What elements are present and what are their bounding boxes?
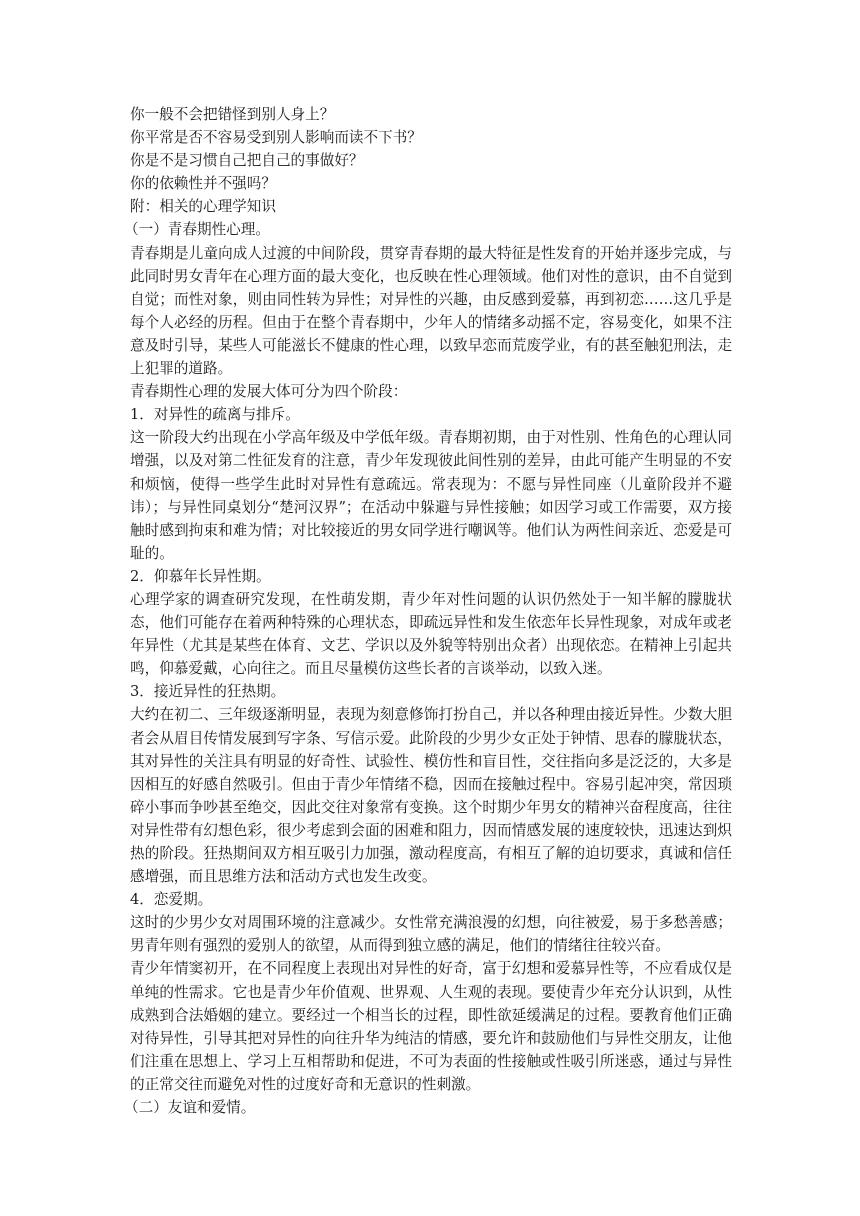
section-1-intro: 青春期是儿童向成人过渡的中间阶段，贯穿青春期的最大特征是性发育的开始并逐步完成，与此同时男女青年在心理方面的最大变化，也反映在性心理领域。他们对性的意识，由不自觉到自觉；而性对象，则由同性转为异性；对异性的兴趣，由反感到爱慕，再到初恋……这几乎是每个人必经的历程。但由于在整个青春期中，少年人的情绪多动摇不定，容易变化，如果不注意及时引导，某些人可能滋长不健康的性心理，以致早恋而荒废学业，有的甚至触犯刑法，走上犯罪的道路。: [130, 244, 732, 378]
stage-3-body: 大约在初二、三年级逐渐明显，表现为刻意修饰打扮自己，并以各种理由接近异性。少数大胆者会从眉目传情发展到写字条、写信示爱。此阶段的少男少女正处于钟情、思春的朦胧状态，其对异性的关注具有明显的好奇性、试验性、模仿性和盲目性，交往指向多是泛泛的，大多是因相互的好感自然吸引。但由于青少年情绪不稳，因而在接触过程中。容易引起冲突，常因琐碎小事而争吵甚至绝交，因此交往对象常有变换。这个时期少年男女的精神兴奋程度高，往往对异性带有幻想色彩，很少考虑到会面的困难和阻力，因而情感发展的速度较快，迅速达到炽热的阶段。狂热期间双方相互吸引力加强，激动程度高，有相互了解的迫切要求，真诚和信任感增强，而且思维方法和活动方式也发生改变。: [130, 706, 732, 886]
stage-2-body: 心理学家的调查研究发现，在性萌发期，青少年对性问题的认识仍然处于一知半解的朦胧状态，他们可能存在着两种特殊的心理状态，即疏远异性和发生依恋年长异性现象，对成年或老年异性（尤其是某些在体育、文艺、学识以及外貌等特别出众者）出现依恋。在精神上引起共鸣，仰慕爱戴，心向往之。而且尽量模仿这些长者的言谈举动，以致入迷。: [130, 590, 732, 678]
stages-intro: 青春期性心理的发展大体可分为四个阶段：: [130, 383, 408, 401]
question-2: 你平常是否不容易受到别人影响而读不下书？: [130, 129, 422, 147]
question-3: 你是不是习惯自己把自己的事做好？: [130, 152, 364, 170]
section-1-heading: （一）青春期性心理。: [124, 221, 270, 239]
stage-1-body: 这一阶段大约出现在小学高年级及中学低年级。青春期初期，由于对性别、性角色的心理认同增强，以及对第二性征发育的注意，青少年发现彼此间性别的差异，由此可能产生明显的不安和烦恼，使得一些学生此时对异性有意疏远。常表现为：不愿与异性同座（儿童阶段并不避讳）；与异性同桌划分“楚河汉界”；在活动中躲避与异性接触；如因学习或工作需要，双方接触时感到拘束和难为情；对比较接近的男女同学进行嘲讽等。他们认为两性间亲近、恋爱是可耻的。: [130, 429, 732, 562]
appendix-title: 附：相关的心理学知识: [130, 198, 276, 216]
question-1: 你一般不会把错怪到别人身上？: [130, 106, 335, 123]
document-page: [124, 103, 732, 1119]
stage-4-title: 4．恋爱期。: [130, 891, 213, 909]
stage-1-title: 1．对异性的疏离与排斥。: [130, 406, 300, 424]
question-4: 你的依赖性并不强吗？: [130, 175, 276, 193]
stage-2-title: 2．仰慕年长异性期。: [130, 567, 271, 585]
stage-4-body: 这时的少男少女对周围环境的注意减少。女性常充满浪漫的幻想，向往被爱，易于多愁善感；男青年则有强烈的爱别人的欲望，从而得到独立感的满足，他们的情绪往往较兴奋。: [130, 914, 732, 955]
section-2-heading: （二）友谊和爱情。: [124, 1099, 256, 1117]
stage-3-title: 3．接近异性的狂热期。: [130, 683, 286, 701]
section-1-conclusion: 青少年情窦初开，在不同程度上表现出对异性的好奇，富于幻想和爱慕异性等，不应看成仅是单纯的性需求。它也是青少年价值观、世界观、人生观的表现。要使青少年充分认识到，从性成熟到合法婚姻的建立。要经过一个相当长的过程，即性欲延缓满足的过程。要教育他们正确对待异性，引导其把对异性的向往升华为纯洁的情感，要允许和鼓励他们与异性交朋友，让他们注重在思想上、学习上互相帮助和促进，不可为表面的性接触或性吸引所迷惑，通过与异性的正常交往而避免对性的过度好奇和无意识的性刺激。: [130, 960, 732, 1093]
